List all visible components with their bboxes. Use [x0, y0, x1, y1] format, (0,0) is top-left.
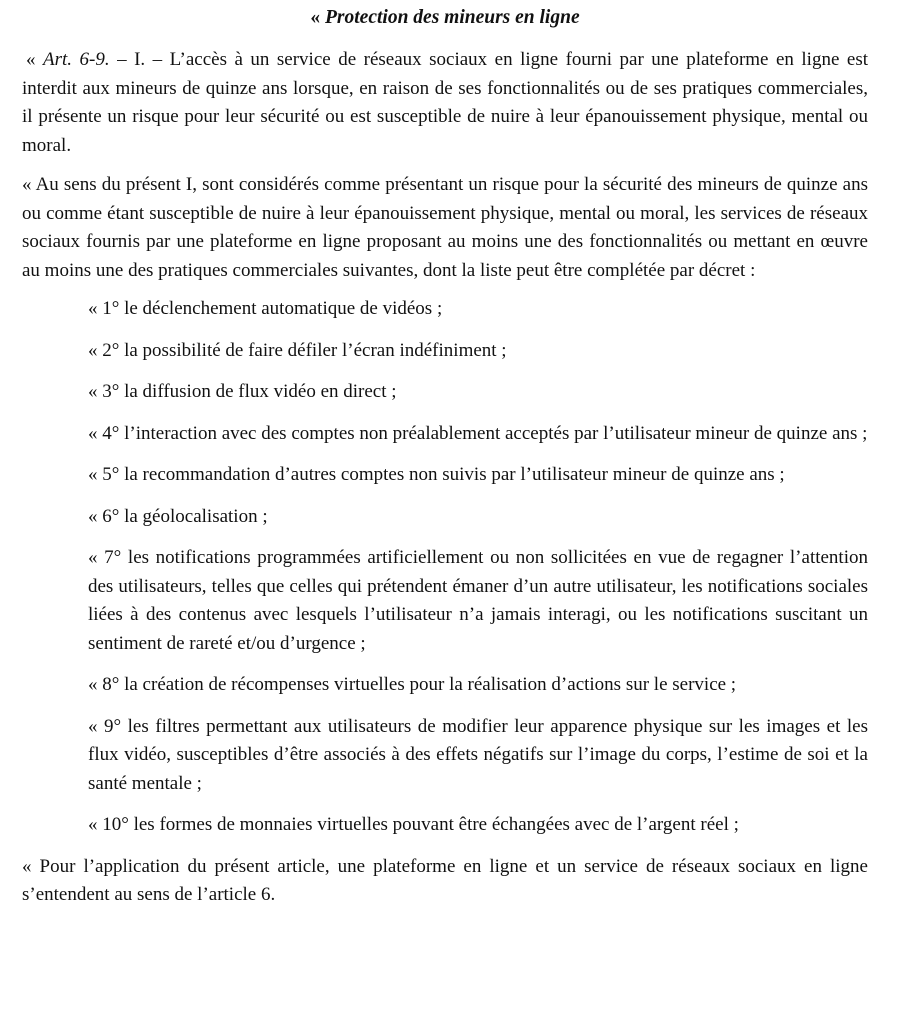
definition-paragraph: « Au sens du présent I, sont considérés comme présentant un risque pour la sécurité des mineurs de quinze ans ou comme étant susceptible de nuire à leur épanouissement physique, mental ou moral, les services de réseaux sociaux fournis par une plateforme en ligne proposant au moins une des fonctionnalités ou mettant en œuvre au moins une des pratiques commerciales suivantes, dont la liste peut être complétée par décret :: [22, 174, 868, 281]
article-reference: Art. 6-9.: [43, 49, 110, 70]
intro-text: – I. – L’accès à un service de réseaux sociaux en ligne fourni par une plateforme en ligne est interdit aux mineurs de quinze ans lorsque, en raison de ses fonctionnalités ou de ses pratiques commerciales, il présente un risque pour leur sécurité ou est susceptible de nuire à leur épanouissement physique, mental ou moral.: [22, 49, 868, 156]
list-item: « 10° les formes de monnaies virtuelles pouvant être échangées avec de l’argent réel ;: [88, 814, 739, 835]
closing-paragraph: « Pour l’application du présent article, une plateforme en ligne et un service de réseaux sociaux en ligne s’entendent au sens de l’article 6.: [22, 855, 868, 905]
article-intro-paragraph: [22, 46, 868, 160]
heading-text: Protection des mineurs en ligne: [325, 7, 580, 28]
list-item: « 7° les notifications programmées artificiellement ou non sollicitées en vue de regagner l’attention des utilisateurs, telles que celles qui prétendent émaner d’un autre utilisateur, les notifications sociales liées à des contenus avec lesquels l’utilisateur n’a jamais interagi, ou les notifications suscitant un sentiment de rareté et/ou d’urgence ;: [88, 547, 868, 654]
list-item: « 3° la diffusion de flux vidéo en direct ;: [88, 381, 397, 402]
section-heading: [22, 0, 868, 34]
list-item: « 9° les filtres permettant aux utilisateurs de modifier leur apparence physique sur les images et les flux vidéo, susceptibles d’être associés à des effets négatifs sur l’image du corps, l’estime de soi et la santé mentale ;: [88, 715, 868, 794]
list-item: « 8° la création de récompenses virtuelles pour la réalisation d’actions sur le service ;: [88, 674, 737, 695]
list-item: « 2° la possibilité de faire défiler l’écran indéfiniment ;: [88, 339, 507, 361]
document-page: [22, 0, 868, 910]
list-item: « 6° la géolocalisation ;: [88, 505, 268, 527]
intro-open-quote: «: [26, 49, 43, 70]
heading-open-quote: «: [310, 7, 325, 28]
list-item: « 5° la recommandation d’autres comptes non suivis par l’utilisateur mineur de quinze ans ;: [88, 464, 785, 485]
feature-list: [22, 295, 868, 840]
list-item: « 4° l’interaction avec des comptes non préalablement acceptés par l’utilisateur mineur de quinze ans ;: [88, 422, 868, 444]
list-item: « 1° le déclenchement automatique de vidéos ;: [88, 298, 443, 319]
